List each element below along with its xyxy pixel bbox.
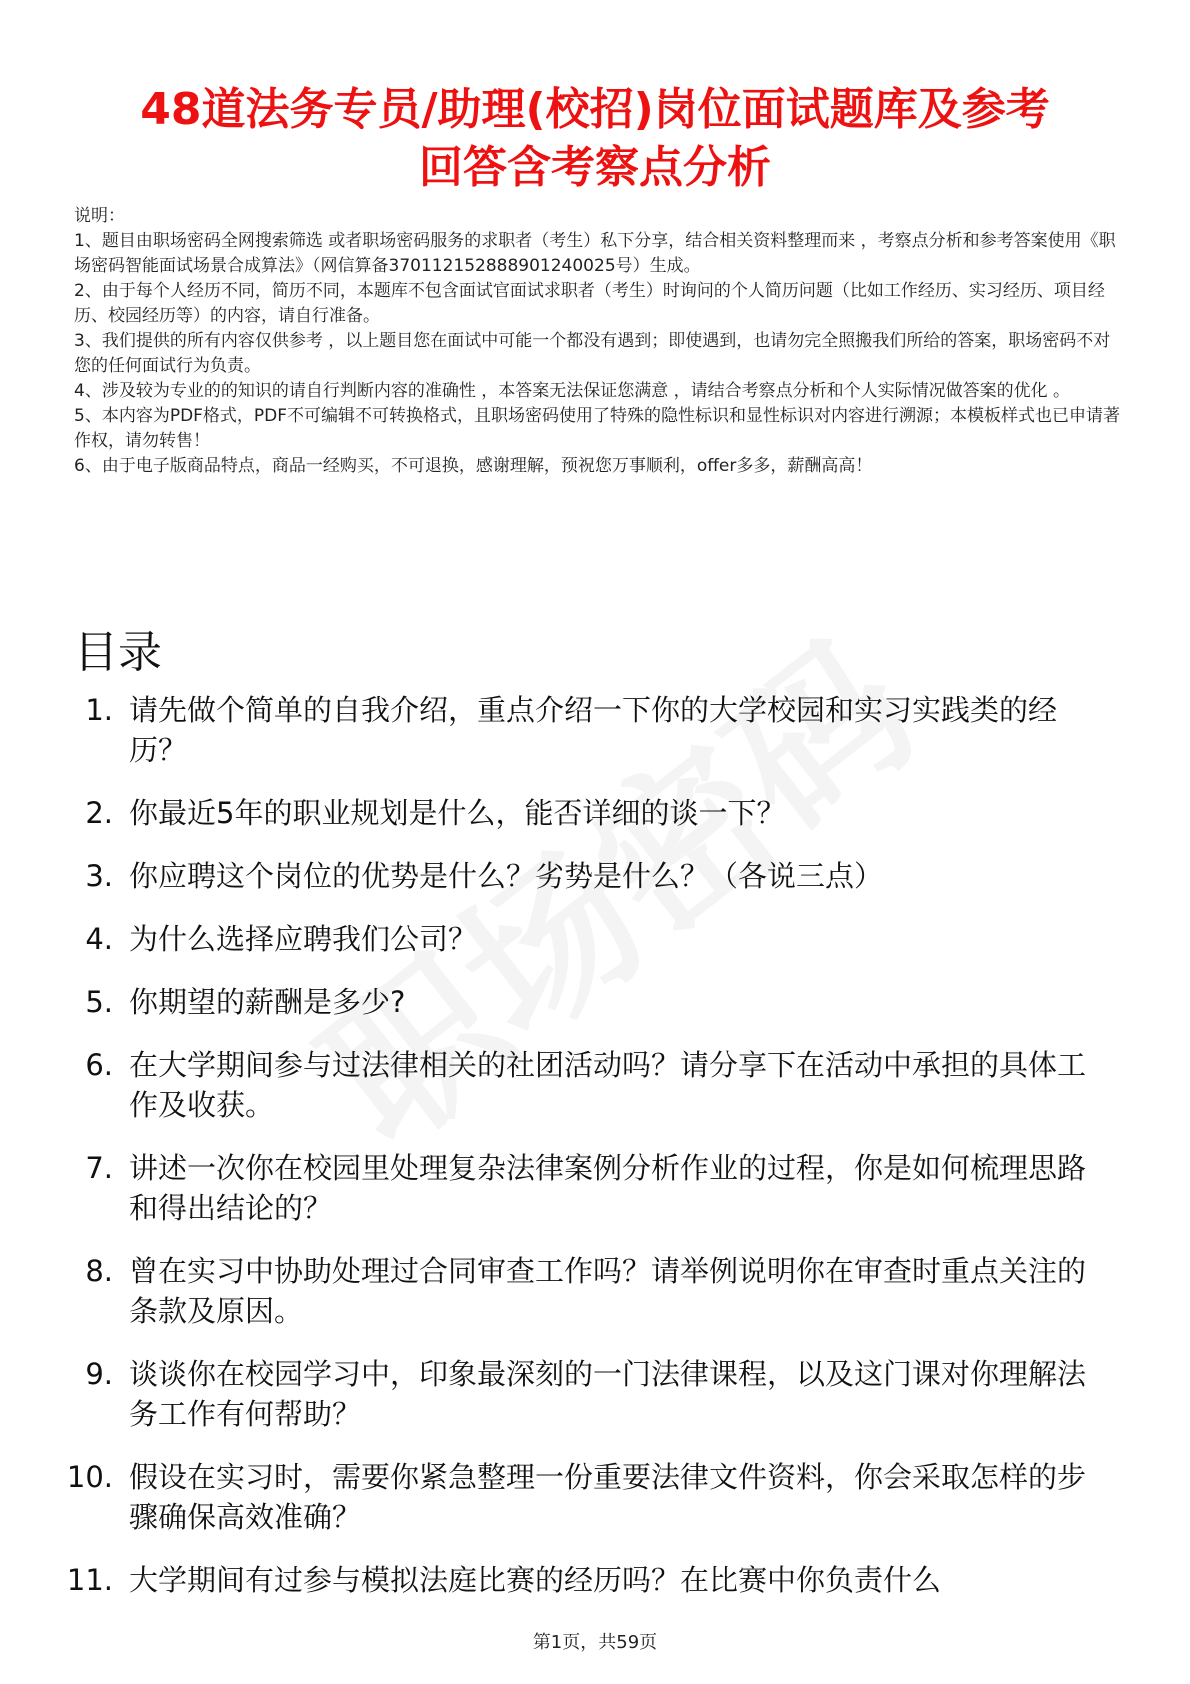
toc-item[interactable]	[40, 919, 1110, 959]
toc-item-text: 曾在实习中协助处理过合同审查工作吗？请举例说明你在审查时重点关注的条款及原因。	[129, 1254, 1087, 1328]
toc-item-text: 讲述一次你在校园里处理复杂法律案例分析作业的过程，你是如何梳理思路和得出结论的？	[129, 1151, 1087, 1225]
toc-item-number: 1.	[85, 693, 113, 727]
notes-item: 2、由于每个人经历不同，简历不同，本题库不包含面试官面试求职者（考生）时询问的个人简历问题（比如工作经历、实习经历、项目经历、校园经历等）的内容，请自行准备。	[74, 281, 1105, 326]
toc-item[interactable]	[40, 1148, 1110, 1228]
title-line-2: 回答含考察点分析	[419, 142, 771, 194]
notes-item: 6、由于电子版商品特点，商品一经购买，不可退换，感谢理解，预祝您万事顺利，offer多多，薪酬高高！	[74, 456, 873, 476]
notes-item: 1、题目由职场密码全网搜索筛选 或者职场密码服务的求职者（考生）私下分享，结合相关资料整理而来 ，考察点分析和参考答案使用《职场密码智能面试场景合成算法》（网信算备370112152888901240025号）生成。	[74, 231, 1116, 276]
toc-item-text: 为什么选择应聘我们公司？	[129, 922, 478, 956]
toc-item-number: 11.	[66, 1563, 113, 1597]
toc-item-number: 8.	[85, 1254, 113, 1288]
toc-item-text: 你应聘这个岗位的优势是什么？劣势是什么？（各说三点）	[129, 859, 884, 893]
toc-item-number: 10.	[66, 1460, 113, 1494]
toc-item-number: 6.	[85, 1048, 113, 1082]
toc-item[interactable]	[40, 690, 1110, 770]
toc-item[interactable]	[40, 1457, 1110, 1537]
toc-item-text: 大学期间有过参与模拟法庭比赛的经历吗？在比赛中你负责什么	[129, 1563, 942, 1597]
toc-item[interactable]	[40, 1354, 1110, 1434]
toc-item-number: 4.	[85, 922, 113, 956]
toc-heading: 目录	[74, 626, 162, 678]
title-line-1: 48道法务专员/助理(校招)岗位面试题库及参考	[140, 84, 1050, 136]
toc-item-number: 2.	[85, 796, 113, 830]
toc-item-number: 3.	[85, 859, 113, 893]
toc-item[interactable]	[40, 982, 1110, 1022]
toc-item-text: 谈谈你在校园学习中，印象最深刻的一门法律课程，以及这门课对你理解法务工作有何帮助？	[129, 1357, 1087, 1431]
page-footer: 第1页，共59页	[532, 1632, 658, 1653]
notes-section	[74, 204, 1124, 479]
notes-item: 5、本内容为PDF格式，PDF不可编辑不可转换格式，且职场密码使用了特殊的隐性标识和显性标识对内容进行溯源；本模板样式也已申请著作权，请勿转售！	[74, 406, 1121, 451]
toc-item-text: 请先做个简单的自我介绍，重点介绍一下你的大学校园和实习实践类的经历？	[129, 693, 1058, 767]
toc-item-text: 你期望的薪酬是多少?	[129, 985, 406, 1019]
toc-item-number: 7.	[85, 1151, 113, 1185]
toc-item[interactable]	[40, 856, 1110, 896]
document-title	[60, 81, 1130, 197]
toc-list	[40, 690, 1110, 1623]
notes-item: 4、涉及较为专业的的知识的请自行判断内容的准确性 ，本答案无法保证您满意 ，请结合考察点分析和个人实际情况做答案的优化 。	[74, 381, 1071, 401]
toc-item[interactable]	[40, 793, 1110, 833]
toc-item-number: 5.	[85, 985, 113, 1019]
toc-item-text: 你最近5年的职业规划是什么，能否详细的谈一下？	[129, 796, 786, 830]
notes-heading: 说明：	[74, 206, 125, 226]
toc-item-text: 假设在实习时，需要你紧急整理一份重要法律文件资料，你会采取怎样的步骤确保高效准确？	[129, 1460, 1087, 1534]
notes-item: 3、我们提供的所有内容仅供参考 ，以上题目您在面试中可能一个都没有遇到；即使遇到，也请勿完全照搬我们所给的答案，职场密码不对您的任何面试行为负责。	[74, 331, 1111, 376]
toc-item[interactable]	[40, 1251, 1110, 1331]
toc-item-number: 9.	[85, 1357, 113, 1391]
toc-item-text: 在大学期间参与过法律相关的社团活动吗？请分享下在活动中承担的具体工作及收获。	[129, 1048, 1087, 1122]
toc-item[interactable]	[40, 1560, 1110, 1600]
toc-item[interactable]	[40, 1045, 1110, 1125]
